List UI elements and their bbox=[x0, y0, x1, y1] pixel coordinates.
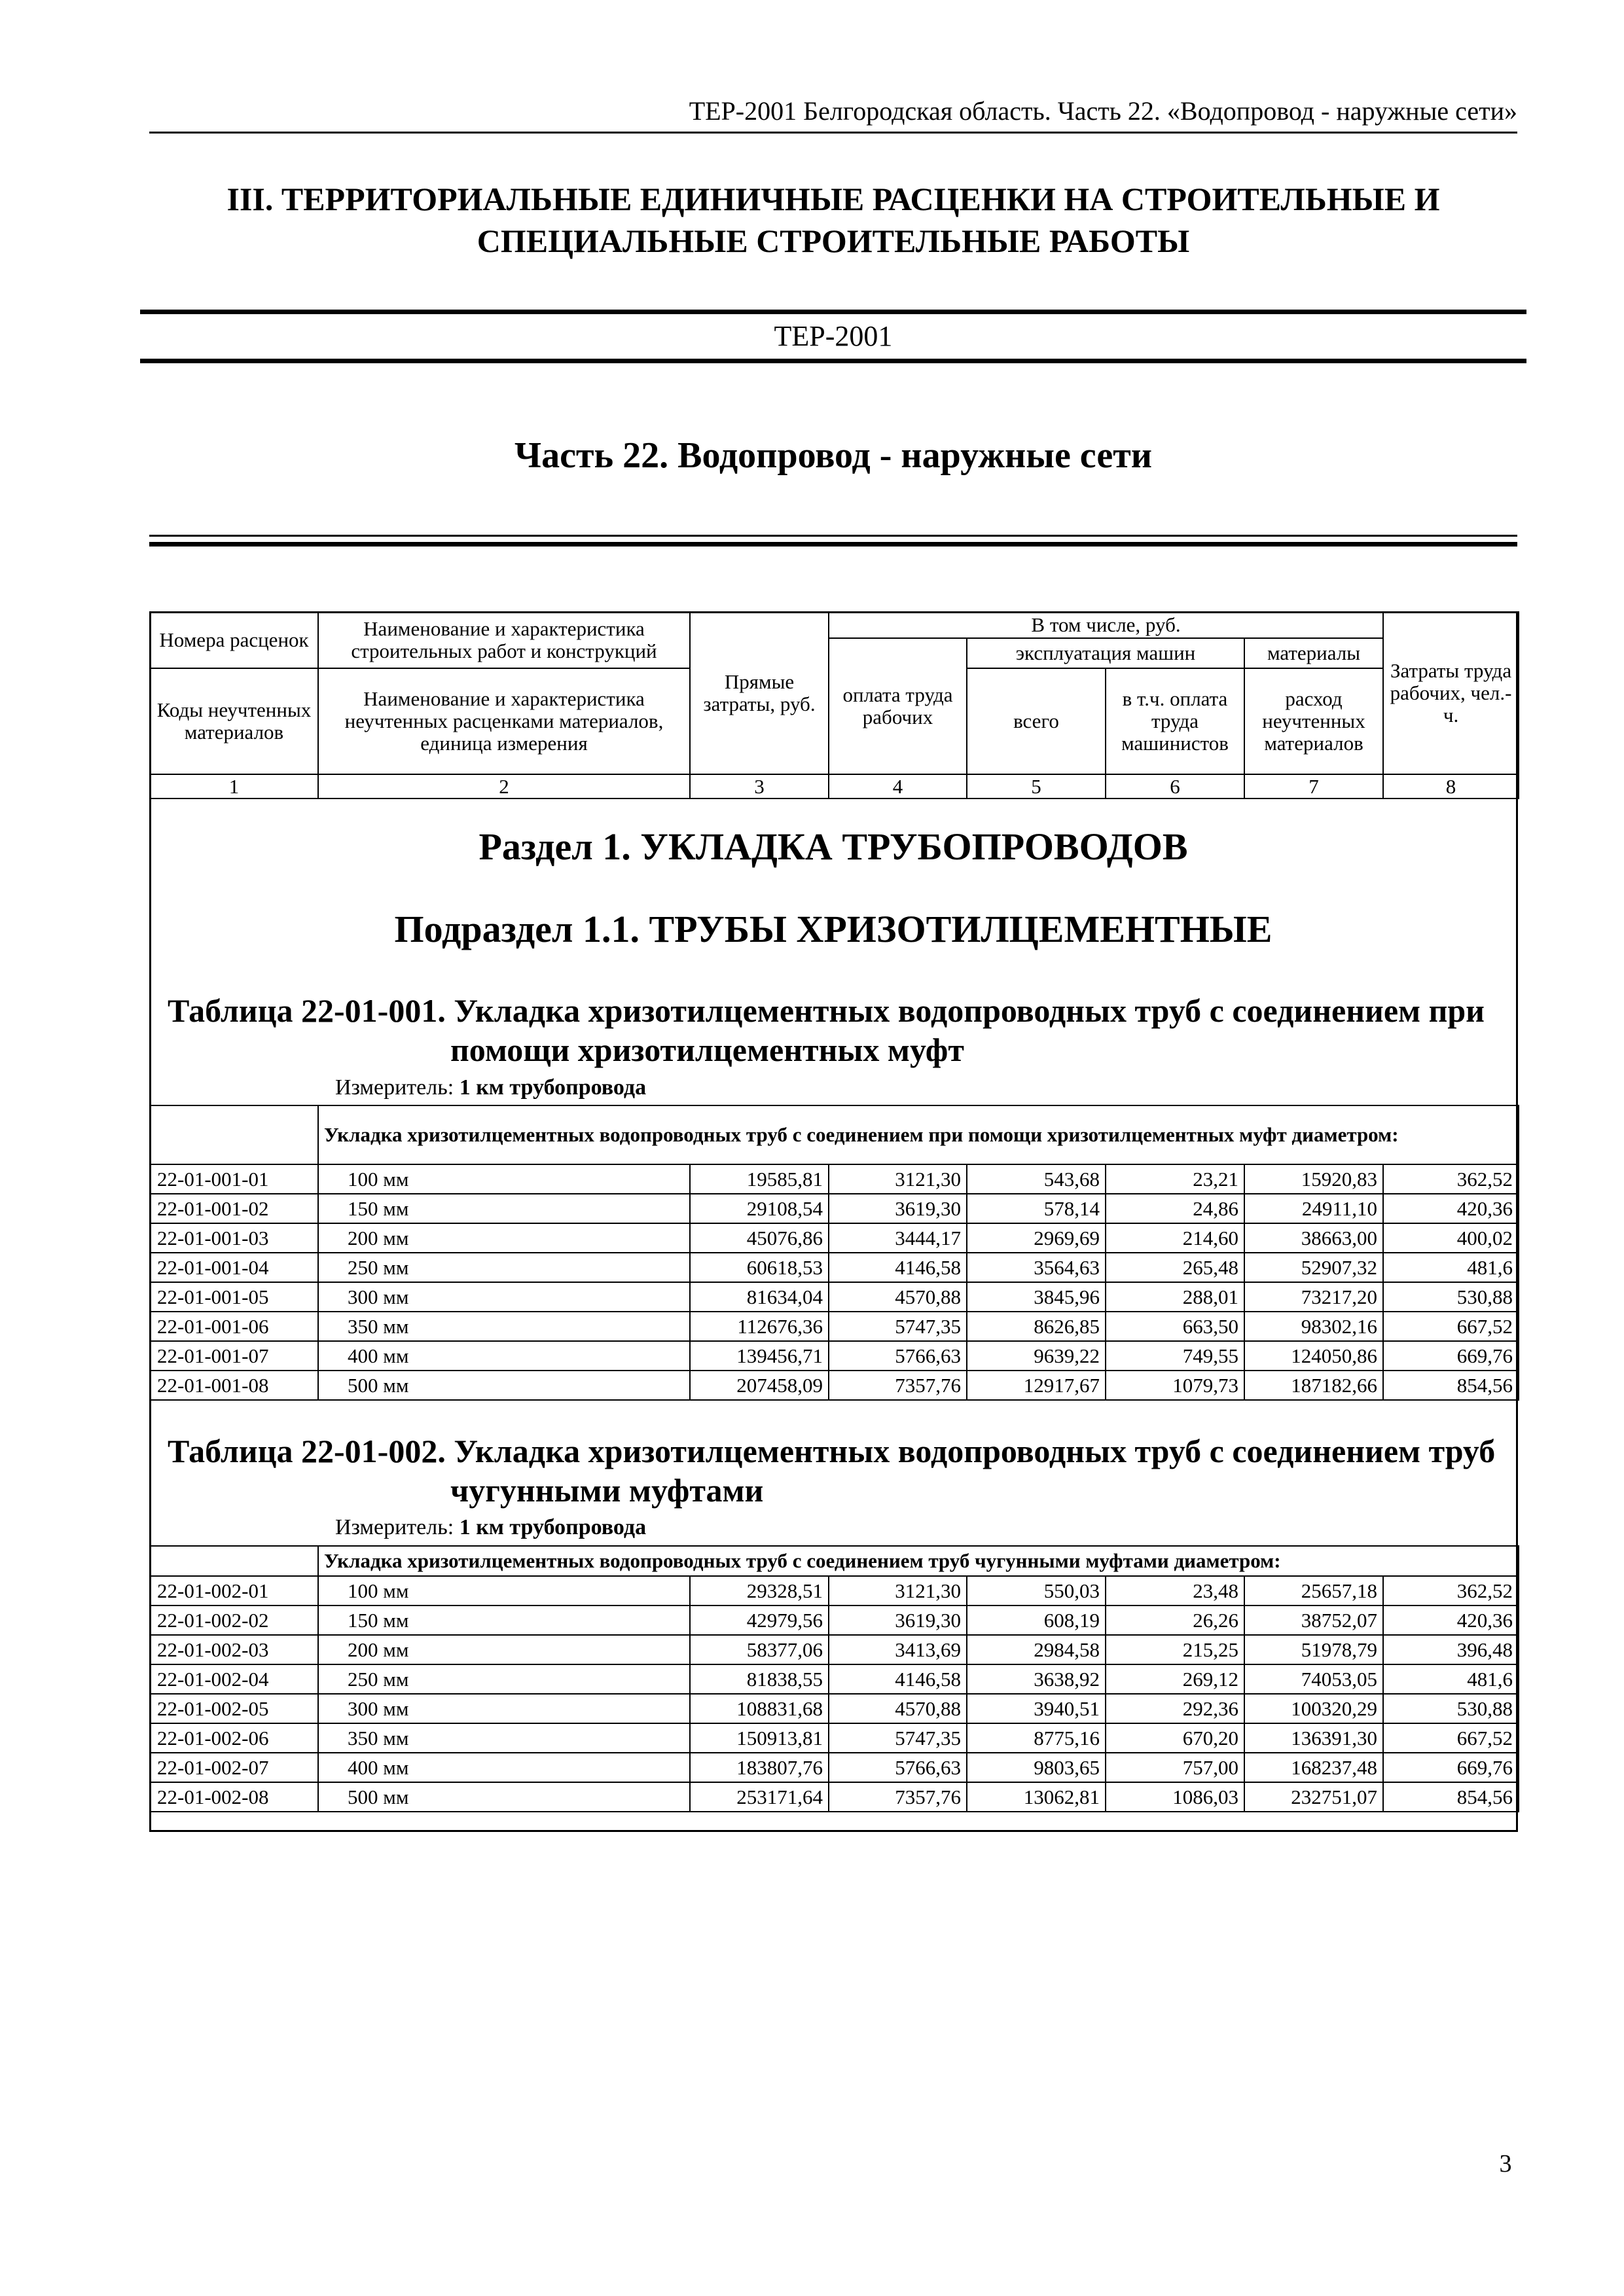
cell-direct-costs: 45076,86 bbox=[690, 1223, 829, 1253]
cell-work-description: 300 мм bbox=[318, 1694, 690, 1723]
cell-worker-wages: 4570,88 bbox=[829, 1282, 967, 1312]
cell-worker-wages: 3413,69 bbox=[829, 1635, 967, 1664]
cell-labor-hours: 420,36 bbox=[1383, 1194, 1519, 1223]
table-row bbox=[150, 1371, 1519, 1400]
cell-direct-costs: 29108,54 bbox=[690, 1194, 829, 1223]
cell-worker-wages: 7357,76 bbox=[829, 1782, 967, 1812]
cell-operator-wages: 749,55 bbox=[1106, 1341, 1244, 1371]
header-operator-wages: в т.ч. оплата труда машинистов bbox=[1106, 668, 1244, 774]
cell-materials-cost: 124050,86 bbox=[1244, 1341, 1383, 1371]
meter-value: 1 км трубопровода bbox=[459, 1075, 647, 1100]
cell-operator-wages: 23,48 bbox=[1106, 1576, 1244, 1605]
cell-worker-wages: 3121,30 bbox=[829, 1164, 967, 1194]
cell-direct-costs: 81634,04 bbox=[690, 1282, 829, 1312]
main-title-line: III. ТЕРРИТОРИАЛЬНЫЕ ЕДИНИЧНЫЕ РАСЦЕНКИ НА СТРОИТЕЛЬНЫЕ И bbox=[226, 181, 1440, 217]
cell-operator-wages: 214,60 bbox=[1106, 1223, 1244, 1253]
cell-work-description: 400 мм bbox=[318, 1753, 690, 1782]
cell-labor-hours: 481,6 bbox=[1383, 1664, 1519, 1694]
table-2-meter bbox=[335, 1514, 646, 1541]
part-double-rule-top bbox=[149, 535, 1517, 537]
cell-labor-hours: 669,76 bbox=[1383, 1753, 1519, 1782]
cell-operator-wages: 269,12 bbox=[1106, 1664, 1244, 1694]
header-group-including: В том числе, руб. bbox=[829, 612, 1383, 638]
cell-direct-costs: 183807,76 bbox=[690, 1753, 829, 1782]
cell-work-description: 150 мм bbox=[318, 1605, 690, 1635]
cell-materials-cost: 168237,48 bbox=[1244, 1753, 1383, 1782]
cell-worker-wages: 4570,88 bbox=[829, 1694, 967, 1723]
cell-materials-cost: 73217,20 bbox=[1244, 1282, 1383, 1312]
cell-rate-code: 22-01-002-01 bbox=[150, 1576, 318, 1605]
cell-work-description: 500 мм bbox=[318, 1782, 690, 1812]
cell-labor-hours: 481,6 bbox=[1383, 1253, 1519, 1282]
cell-operator-wages: 1086,03 bbox=[1106, 1782, 1244, 1812]
header-col-number: 5 bbox=[967, 774, 1106, 798]
table-title-line: помощи хризотилцементных муфт bbox=[450, 1031, 964, 1068]
cell-direct-costs: 139456,71 bbox=[690, 1341, 829, 1371]
meter-label: Измеритель: bbox=[335, 1515, 454, 1539]
header-col-number: 8 bbox=[1383, 774, 1519, 798]
cell-operator-wages: 215,25 bbox=[1106, 1635, 1244, 1664]
table-row bbox=[150, 1635, 1519, 1664]
cell-labor-hours: 400,02 bbox=[1383, 1223, 1519, 1253]
section-title: Раздел 1. УКЛАДКА ТРУБОПРОВОДОВ bbox=[478, 825, 1188, 868]
cell-machines-total: 2984,58 bbox=[967, 1635, 1106, 1664]
cell-rate-code: 22-01-001-04 bbox=[150, 1253, 318, 1282]
header-unaccounted-materials: расход неучтенных материалов bbox=[1244, 668, 1383, 774]
cell-work-description: 300 мм bbox=[318, 1282, 690, 1312]
cell-machines-total: 8775,16 bbox=[967, 1723, 1106, 1753]
ter-top-rule bbox=[140, 310, 1526, 314]
cell-labor-hours: 530,88 bbox=[1383, 1694, 1519, 1723]
cell-work-description: 350 мм bbox=[318, 1312, 690, 1341]
main-title-line: СПЕЦИАЛЬНЫЕ СТРОИТЕЛЬНЫЕ РАБОТЫ bbox=[477, 223, 1190, 259]
cell-operator-wages: 24,86 bbox=[1106, 1194, 1244, 1223]
cell-direct-costs: 19585,81 bbox=[690, 1164, 829, 1194]
cell-labor-hours: 667,52 bbox=[1383, 1723, 1519, 1753]
header-material-codes: Коды неучтенных материалов bbox=[150, 668, 318, 774]
cell-machines-total: 9639,22 bbox=[967, 1341, 1106, 1371]
header-direct-costs: Прямые затраты, руб. bbox=[690, 612, 829, 774]
cell-direct-costs: 150913,81 bbox=[690, 1723, 829, 1753]
meter-label: Измеритель: bbox=[335, 1075, 454, 1100]
table-row bbox=[150, 1223, 1519, 1253]
cell-worker-wages: 3619,30 bbox=[829, 1194, 967, 1223]
cell-rate-code: 22-01-001-05 bbox=[150, 1282, 318, 1312]
cell-operator-wages: 757,00 bbox=[1106, 1753, 1244, 1782]
cell-work-description: 400 мм bbox=[318, 1341, 690, 1371]
table-row bbox=[150, 1723, 1519, 1753]
table-row bbox=[150, 1312, 1519, 1341]
running-head-rule bbox=[149, 132, 1517, 134]
header-col-number: 4 bbox=[829, 774, 967, 798]
main-title bbox=[149, 178, 1517, 262]
cell-labor-hours: 667,52 bbox=[1383, 1312, 1519, 1341]
cell-labor-hours: 669,76 bbox=[1383, 1341, 1519, 1371]
cell-rate-code: 22-01-002-03 bbox=[150, 1635, 318, 1664]
cell-materials-cost: 74053,05 bbox=[1244, 1664, 1383, 1694]
cell-worker-wages: 5747,35 bbox=[829, 1312, 967, 1341]
cell-work-description: 250 мм bbox=[318, 1253, 690, 1282]
column-header-table bbox=[149, 611, 1519, 799]
cell-rate-code: 22-01-002-06 bbox=[150, 1723, 318, 1753]
cell-machines-total: 13062,81 bbox=[967, 1782, 1106, 1812]
cell-labor-hours: 854,56 bbox=[1383, 1782, 1519, 1812]
header-machine-operation: эксплуатация машин bbox=[967, 638, 1244, 668]
header-col-number: 2 bbox=[318, 774, 690, 798]
cell-direct-costs: 108831,68 bbox=[690, 1694, 829, 1723]
part-title: Часть 22. Водопровод - наружные сети bbox=[514, 435, 1152, 476]
rates-table-2 bbox=[149, 1545, 1519, 1812]
cell-rate-code: 22-01-001-01 bbox=[150, 1164, 318, 1194]
cell-materials-cost: 232751,07 bbox=[1244, 1782, 1383, 1812]
cell-labor-hours: 854,56 bbox=[1383, 1371, 1519, 1400]
rates-table-1 bbox=[149, 1105, 1519, 1401]
header-material-names: Наименование и характеристика неучтенных расценками материалов, единица измерения bbox=[318, 668, 690, 774]
page-number: 3 bbox=[1499, 2150, 1512, 2178]
cell-worker-wages: 5766,63 bbox=[829, 1341, 967, 1371]
cell-rate-code: 22-01-001-06 bbox=[150, 1312, 318, 1341]
table-row bbox=[150, 1782, 1519, 1812]
cell-rate-code: 22-01-001-08 bbox=[150, 1371, 318, 1400]
table-1-meter bbox=[335, 1074, 646, 1102]
running-head: ТЕР-2001 Белгородская область. Часть 22. «Водопровод - наружные сети» bbox=[689, 96, 1517, 126]
cell-direct-costs: 112676,36 bbox=[690, 1312, 829, 1341]
cell-operator-wages: 26,26 bbox=[1106, 1605, 1244, 1635]
table-2-title bbox=[168, 1431, 1516, 1510]
cell-materials-cost: 25657,18 bbox=[1244, 1576, 1383, 1605]
cell-materials-cost: 100320,29 bbox=[1244, 1694, 1383, 1723]
cell-rate-code: 22-01-001-03 bbox=[150, 1223, 318, 1253]
cell-materials-cost: 98302,16 bbox=[1244, 1312, 1383, 1341]
part-double-rule-bottom bbox=[149, 542, 1517, 547]
cell-work-description: 100 мм bbox=[318, 1164, 690, 1194]
table-row bbox=[150, 1576, 1519, 1605]
cell-direct-costs: 207458,09 bbox=[690, 1371, 829, 1400]
header-labor-hours: Затраты труда рабочих, чел.-ч. bbox=[1383, 612, 1519, 774]
table-row bbox=[150, 1753, 1519, 1782]
table-1-title bbox=[168, 991, 1516, 1069]
cell-operator-wages: 663,50 bbox=[1106, 1312, 1244, 1341]
header-work-name: Наименование и характеристика строительных работ и конструкций bbox=[318, 612, 690, 668]
cell-direct-costs: 58377,06 bbox=[690, 1635, 829, 1664]
table-row bbox=[150, 1194, 1519, 1223]
cell-work-description: 250 мм bbox=[318, 1664, 690, 1694]
cell-operator-wages: 1079,73 bbox=[1106, 1371, 1244, 1400]
cell-worker-wages: 3121,30 bbox=[829, 1576, 967, 1605]
header-col-number: 7 bbox=[1244, 774, 1383, 798]
cell-worker-wages: 4146,58 bbox=[829, 1664, 967, 1694]
table-caption: Укладка хризотилцементных водопроводных труб с соединением труб чугунными муфтами диаметром: bbox=[318, 1546, 1519, 1576]
cell-machines-total: 3638,92 bbox=[967, 1664, 1106, 1694]
header-col-number: 6 bbox=[1106, 774, 1244, 798]
cell-rate-code: 22-01-002-04 bbox=[150, 1664, 318, 1694]
table-caption: Укладка хризотилцементных водопроводных труб с соединением при помощи хризотилцементных муфт диаметром: bbox=[318, 1105, 1519, 1164]
cell-machines-total: 12917,67 bbox=[967, 1371, 1106, 1400]
cell-rate-code: 22-01-002-05 bbox=[150, 1694, 318, 1723]
cell-materials-cost: 38663,00 bbox=[1244, 1223, 1383, 1253]
cell-machines-total: 550,03 bbox=[967, 1576, 1106, 1605]
table-row bbox=[150, 1605, 1519, 1635]
ter-bottom-rule bbox=[140, 359, 1526, 363]
cell-materials-cost: 15920,83 bbox=[1244, 1164, 1383, 1194]
cell-materials-cost: 24911,10 bbox=[1244, 1194, 1383, 1223]
cell-machines-total: 543,68 bbox=[967, 1164, 1106, 1194]
cell-worker-wages: 7357,76 bbox=[829, 1371, 967, 1400]
cell-rate-code: 22-01-002-07 bbox=[150, 1753, 318, 1782]
cell-rate-code: 22-01-001-07 bbox=[150, 1341, 318, 1371]
cell-rate-code: 22-01-002-02 bbox=[150, 1605, 318, 1635]
cell-labor-hours: 530,88 bbox=[1383, 1282, 1519, 1312]
table-row bbox=[150, 1164, 1519, 1194]
cell-machines-total: 3940,51 bbox=[967, 1694, 1106, 1723]
cell-machines-total: 2969,69 bbox=[967, 1223, 1106, 1253]
header-rate-numbers: Номера расценок bbox=[150, 612, 318, 668]
cell-materials-cost: 136391,30 bbox=[1244, 1723, 1383, 1753]
cell-machines-total: 578,14 bbox=[967, 1194, 1106, 1223]
cell-direct-costs: 60618,53 bbox=[690, 1253, 829, 1282]
table-row bbox=[150, 1341, 1519, 1371]
caption-spacer bbox=[150, 1546, 318, 1576]
cell-rate-code: 22-01-002-08 bbox=[150, 1782, 318, 1812]
table-title-line: чугунными муфтами bbox=[450, 1472, 764, 1509]
cell-machines-total: 3845,96 bbox=[967, 1282, 1106, 1312]
cell-machines-total: 608,19 bbox=[967, 1605, 1106, 1635]
cell-machines-total: 8626,85 bbox=[967, 1312, 1106, 1341]
cell-labor-hours: 396,48 bbox=[1383, 1635, 1519, 1664]
table-title-line: Таблица 22-01-001. Укладка хризотилцементных водопроводных труб с соединением при bbox=[168, 992, 1485, 1029]
header-col-number: 1 bbox=[150, 774, 318, 798]
cell-operator-wages: 23,21 bbox=[1106, 1164, 1244, 1194]
cell-work-description: 500 мм bbox=[318, 1371, 690, 1400]
cell-operator-wages: 670,20 bbox=[1106, 1723, 1244, 1753]
table-row bbox=[150, 1282, 1519, 1312]
cell-labor-hours: 362,52 bbox=[1383, 1164, 1519, 1194]
cell-direct-costs: 253171,64 bbox=[690, 1782, 829, 1812]
header-col-number: 3 bbox=[690, 774, 829, 798]
cell-work-description: 350 мм bbox=[318, 1723, 690, 1753]
cell-operator-wages: 265,48 bbox=[1106, 1253, 1244, 1282]
cell-direct-costs: 42979,56 bbox=[690, 1605, 829, 1635]
cell-work-description: 150 мм bbox=[318, 1194, 690, 1223]
cell-materials-cost: 51978,79 bbox=[1244, 1635, 1383, 1664]
cell-direct-costs: 81838,55 bbox=[690, 1664, 829, 1694]
caption-spacer bbox=[150, 1105, 318, 1164]
cell-machines-total: 9803,65 bbox=[967, 1753, 1106, 1782]
meter-value: 1 км трубопровода bbox=[459, 1515, 647, 1539]
cell-materials-cost: 38752,07 bbox=[1244, 1605, 1383, 1635]
cell-operator-wages: 288,01 bbox=[1106, 1282, 1244, 1312]
subsection-title: Подраздел 1.1. ТРУБЫ ХРИЗОТИЛЦЕМЕНТНЫЕ bbox=[394, 908, 1272, 950]
cell-worker-wages: 5766,63 bbox=[829, 1753, 967, 1782]
cell-worker-wages: 4146,58 bbox=[829, 1253, 967, 1282]
cell-operator-wages: 292,36 bbox=[1106, 1694, 1244, 1723]
cell-worker-wages: 3619,30 bbox=[829, 1605, 967, 1635]
cell-labor-hours: 362,52 bbox=[1383, 1576, 1519, 1605]
table-row bbox=[150, 1253, 1519, 1282]
cell-machines-total: 3564,63 bbox=[967, 1253, 1106, 1282]
cell-labor-hours: 420,36 bbox=[1383, 1605, 1519, 1635]
table-row bbox=[150, 1694, 1519, 1723]
cell-work-description: 100 мм bbox=[318, 1576, 690, 1605]
table-title-line: Таблица 22-01-002. Укладка хризотилцементных водопроводных труб с соединением труб bbox=[168, 1433, 1496, 1469]
cell-work-description: 200 мм bbox=[318, 1635, 690, 1664]
cell-direct-costs: 29328,51 bbox=[690, 1576, 829, 1605]
cell-materials-cost: 52907,32 bbox=[1244, 1253, 1383, 1282]
cell-work-description: 200 мм bbox=[318, 1223, 690, 1253]
ter-label: ТЕР-2001 bbox=[774, 320, 893, 352]
header-materials: материалы bbox=[1244, 638, 1383, 668]
table-row bbox=[150, 1664, 1519, 1694]
cell-worker-wages: 5747,35 bbox=[829, 1723, 967, 1753]
cell-rate-code: 22-01-001-02 bbox=[150, 1194, 318, 1223]
cell-worker-wages: 3444,17 bbox=[829, 1223, 967, 1253]
header-worker-wages: оплата труда рабочих bbox=[829, 638, 967, 774]
header-machines-total: всего bbox=[967, 668, 1106, 774]
cell-materials-cost: 187182,66 bbox=[1244, 1371, 1383, 1400]
